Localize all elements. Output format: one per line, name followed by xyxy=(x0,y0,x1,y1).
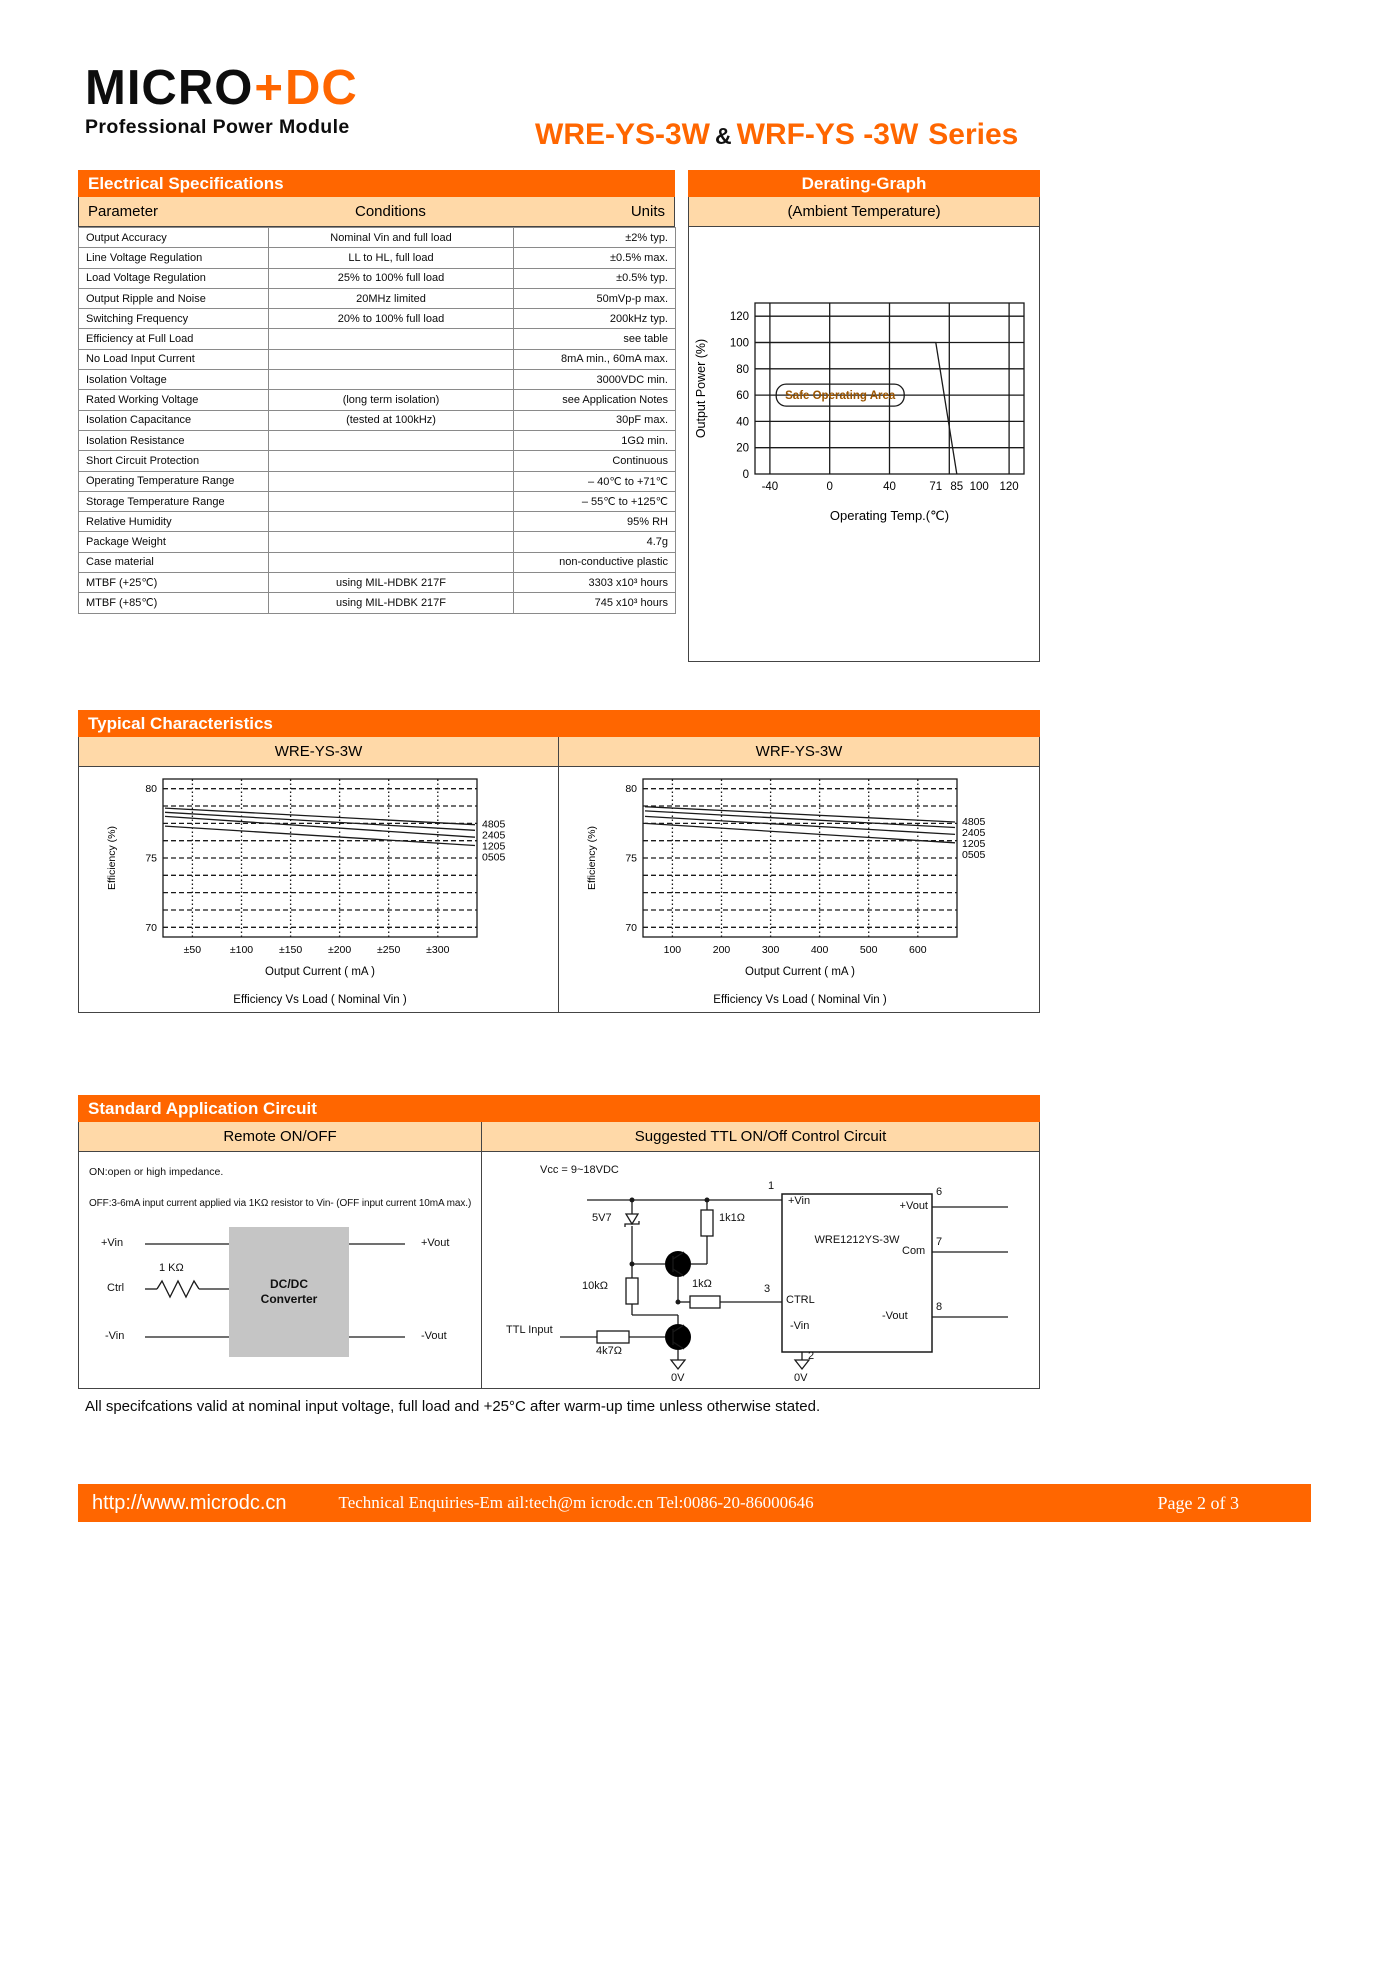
svg-text:Safe Operating Area: Safe Operating Area xyxy=(785,390,896,403)
safe-operating-area-annotation xyxy=(776,384,904,406)
ground-0v-label-a: 0V xyxy=(671,1372,685,1384)
ttl-control-panel xyxy=(482,1152,1039,1388)
spec-row xyxy=(79,573,676,593)
units-cell: see Application Notes xyxy=(514,390,676,410)
units-cell: 95% RH xyxy=(514,512,676,532)
grid-lines xyxy=(163,779,477,937)
units-cell: – 55℃ to +125℃ xyxy=(514,491,676,511)
conditions-cell: 25% to 100% full load xyxy=(269,268,514,288)
plus-icon: + xyxy=(254,61,284,115)
typical-characteristics-section xyxy=(78,710,1040,1013)
wre-efficiency-chart xyxy=(99,769,539,1016)
spec-row xyxy=(79,288,676,308)
svg-text:40: 40 xyxy=(883,481,896,493)
remote-off-note: OFF:3-6mA input current applied via 1KΩ resistor to Vin- (OFF input current 10mA max.) xyxy=(89,1198,472,1209)
param-cell: Isolation Voltage xyxy=(79,370,269,390)
param-cell: Output Ripple and Noise xyxy=(79,288,269,308)
wrf-chart-panel xyxy=(559,767,1039,1012)
spec-row xyxy=(79,430,676,450)
column-conditions: Conditions xyxy=(355,203,426,220)
conditions-cell: using MIL-HDBK 217F xyxy=(269,593,514,613)
application-circuit-header: Standard Application Circuit xyxy=(78,1095,1040,1122)
vout-plus-label: +Vout xyxy=(421,1237,450,1249)
spec-row xyxy=(79,329,676,349)
units-cell: non-conductive plastic xyxy=(514,552,676,572)
resistor-10k-label: 10kΩ xyxy=(582,1280,608,1292)
svg-text:600: 600 xyxy=(909,944,927,956)
website-link[interactable]: http://www.microdc.cn xyxy=(92,1491,287,1514)
page-title xyxy=(535,118,1018,152)
spec-row xyxy=(79,552,676,572)
svg-text:1205: 1205 xyxy=(482,840,506,853)
y-axis-label: Efficiency (%) xyxy=(106,826,118,890)
spec-row xyxy=(79,491,676,511)
grid-lines xyxy=(643,779,957,937)
vin-plus-label: +Vin xyxy=(101,1237,124,1249)
svg-text:75: 75 xyxy=(145,852,157,865)
circuit-wires xyxy=(560,1194,1016,1369)
spec-row xyxy=(79,349,676,369)
svg-text:60: 60 xyxy=(736,390,749,403)
module-vout-plus-label: +Vout xyxy=(899,1200,928,1212)
conditions-cell xyxy=(269,430,514,450)
spec-row xyxy=(79,512,676,532)
vcc-label: Vcc = 9~18VDC xyxy=(540,1164,619,1176)
pin-7-label: 7 xyxy=(936,1236,943,1248)
typical-body xyxy=(78,767,1040,1013)
electrical-specifications-section xyxy=(78,170,675,614)
series-lines xyxy=(165,808,475,845)
remote-onoff-title: Remote ON/OFF xyxy=(79,1122,482,1151)
svg-text:100: 100 xyxy=(969,481,989,493)
param-cell: No Load Input Current xyxy=(79,349,269,369)
wrf-efficiency-chart xyxy=(579,769,1019,1016)
wre-efficiency-svg xyxy=(99,769,539,1011)
svg-text:400: 400 xyxy=(810,944,829,956)
param-cell: Operating Temperature Range xyxy=(79,471,269,491)
spec-row xyxy=(79,410,676,430)
module-com-label: Com xyxy=(902,1245,926,1257)
svg-text:20: 20 xyxy=(736,442,749,455)
conditions-cell xyxy=(269,491,514,511)
vout-minus-label: -Vout xyxy=(421,1330,447,1342)
logo-dc-text: DC xyxy=(284,61,358,115)
svg-text:200: 200 xyxy=(712,944,731,956)
param-cell: Efficiency at Full Load xyxy=(79,329,269,349)
units-cell: Continuous xyxy=(514,451,676,471)
derating-header: Derating-Graph xyxy=(688,170,1040,197)
conditions-cell: (long term isolation) xyxy=(269,390,514,410)
pin-6-label: 6 xyxy=(936,1186,943,1198)
units-cell: 745 x10³ hours xyxy=(514,593,676,613)
svg-text:±250: ±250 xyxy=(377,944,401,956)
wrf-efficiency-svg xyxy=(579,769,1019,1011)
spec-row xyxy=(79,532,676,552)
units-cell: ±0.5% max. xyxy=(514,248,676,268)
conditions-cell xyxy=(269,471,514,491)
remote-on-note: ON:open or high impedance. xyxy=(89,1166,224,1178)
conditions-cell: using MIL-HDBK 217F xyxy=(269,573,514,593)
svg-text:75: 75 xyxy=(625,852,637,865)
application-titles-row xyxy=(78,1122,1040,1152)
units-cell: 30pF max. xyxy=(514,410,676,430)
y-axis-label: Efficiency (%) xyxy=(586,826,598,890)
contact-info: Technical Enquiries-Em ail:tech@m icrodc.cn Tel:0086-20-86000646 xyxy=(338,1493,814,1512)
svg-text:120: 120 xyxy=(999,481,1019,493)
wre-title: WRE-YS-3W xyxy=(79,737,559,766)
param-cell: Relative Humidity xyxy=(79,512,269,532)
spec-row xyxy=(79,268,676,288)
series-labels xyxy=(962,816,986,861)
units-cell: ±0.5% typ. xyxy=(514,268,676,288)
units-cell: 50mVp-p max. xyxy=(514,288,676,308)
page-number: Page 2 of 3 xyxy=(1157,1492,1239,1513)
footer-bar xyxy=(78,1484,1311,1522)
conditions-cell xyxy=(269,552,514,572)
dcdc-label-line2: Converter xyxy=(260,1292,318,1306)
conditions-cell: (tested at 100kHz) xyxy=(269,410,514,430)
svg-text:100: 100 xyxy=(663,944,682,956)
spec-row xyxy=(79,471,676,491)
derating-chart-svg xyxy=(691,289,1036,524)
param-cell: Line Voltage Regulation xyxy=(79,248,269,268)
x-axis-label: Operating Temp.(℃) xyxy=(829,508,950,523)
conditions-cell xyxy=(269,349,514,369)
param-cell: Switching Frequency xyxy=(79,309,269,329)
module-ctrl-label: CTRL xyxy=(786,1294,815,1306)
vin-minus-label: -Vin xyxy=(105,1330,125,1342)
param-cell: Output Accuracy xyxy=(79,228,269,248)
logo-subtitle: Professional Power Module xyxy=(85,116,350,138)
svg-text:2405: 2405 xyxy=(962,827,986,839)
remote-onoff-panel xyxy=(79,1152,482,1388)
svg-text:±50: ±50 xyxy=(183,944,202,956)
param-cell: Isolation Capacitance xyxy=(79,410,269,430)
svg-text:4805: 4805 xyxy=(962,816,986,828)
svg-text:-40: -40 xyxy=(761,481,779,493)
units-cell: 200kHz typ. xyxy=(514,309,676,329)
units-cell: 3000VDC min. xyxy=(514,370,676,390)
svg-text:100: 100 xyxy=(729,337,749,350)
svg-text:80: 80 xyxy=(625,783,637,796)
ctrl-label: Ctrl xyxy=(107,1282,125,1294)
spec-row xyxy=(79,370,676,390)
param-cell: Load Voltage Regulation xyxy=(79,268,269,288)
series-lines xyxy=(645,807,955,843)
series-labels xyxy=(482,819,506,864)
svg-text:80: 80 xyxy=(736,363,749,376)
svg-text:±300: ±300 xyxy=(426,944,450,956)
svg-text:2405: 2405 xyxy=(482,829,506,842)
spec-row xyxy=(79,451,676,471)
resistor-4k7-label: 4k7Ω xyxy=(596,1345,622,1357)
series-name-2: WRF-YS -3W xyxy=(736,118,919,151)
svg-text:70: 70 xyxy=(625,921,637,934)
svg-text:40: 40 xyxy=(736,416,749,429)
ttl-input-label: TTL Input xyxy=(506,1324,553,1336)
logo-micro-text: MICRO xyxy=(85,61,254,115)
conditions-cell: Nominal Vin and full load xyxy=(269,228,514,248)
conditions-cell xyxy=(269,329,514,349)
conditions-cell xyxy=(269,532,514,552)
param-cell: MTBF (+25℃) xyxy=(79,573,269,593)
module-name-label: WRE1212YS-3W xyxy=(814,1234,900,1246)
spec-row xyxy=(79,593,676,613)
units-cell: 4.7g xyxy=(514,532,676,552)
footnote: All specifcations valid at nominal input voltage, full load and +25°C after warm-up time unless otherwise stated. xyxy=(85,1398,821,1415)
logo xyxy=(85,61,358,139)
typical-titles-row xyxy=(78,737,1040,767)
param-cell: Short Circuit Protection xyxy=(79,451,269,471)
param-cell: Isolation Resistance xyxy=(79,430,269,450)
grid-lines xyxy=(755,303,1024,474)
param-cell: MTBF (+85℃) xyxy=(79,593,269,613)
svg-text:71: 71 xyxy=(929,481,943,493)
application-body xyxy=(78,1152,1040,1389)
module-vin-minus-label: -Vin xyxy=(790,1320,810,1332)
dcdc-label-line1: DC/DC xyxy=(270,1277,308,1291)
svg-text:0505: 0505 xyxy=(962,849,986,861)
wrf-title: WRF-YS-3W xyxy=(755,743,843,760)
derating-graph-section xyxy=(688,170,1040,662)
pin-8-label: 8 xyxy=(936,1301,943,1313)
param-cell: Case material xyxy=(79,552,269,572)
typical-characteristics-header: Typical Characteristics xyxy=(78,710,1040,737)
zener-5v7-label: 5V7 xyxy=(592,1212,612,1224)
spec-row xyxy=(79,309,676,329)
conditions-cell: LL to HL, full load xyxy=(269,248,514,268)
ground-0v-label-b: 0V xyxy=(794,1372,808,1384)
svg-text:±200: ±200 xyxy=(327,944,352,956)
application-circuit-section xyxy=(78,1095,1040,1389)
logo-wordmark xyxy=(85,61,358,115)
electrical-specs-header: Electrical Specifications xyxy=(78,170,675,197)
conditions-cell: 20MHz limited xyxy=(269,288,514,308)
ttl-circuit-title: Suggested TTL ON/Off Control Circuit xyxy=(634,1128,887,1145)
svg-text:4805: 4805 xyxy=(482,818,506,831)
module-vin-plus-label: +Vin xyxy=(788,1195,811,1207)
y-axis-label: Output Power (%) xyxy=(694,338,708,439)
spec-row xyxy=(79,390,676,410)
svg-text:120: 120 xyxy=(729,311,749,324)
units-cell: ±2% typ. xyxy=(514,228,676,248)
conditions-cell: 20% to 100% full load xyxy=(269,309,514,329)
units-cell: – 40℃ to +71℃ xyxy=(514,471,676,491)
x-axis-label: Output Current ( mA ) xyxy=(265,966,375,978)
pin-3-label: 3 xyxy=(764,1283,771,1295)
derating-body xyxy=(688,227,1040,662)
conditions-cell xyxy=(269,512,514,532)
spec-row xyxy=(79,248,676,268)
derating-line xyxy=(755,343,957,475)
svg-text:500: 500 xyxy=(859,944,878,956)
param-cell: Package Weight xyxy=(79,532,269,552)
units-cell: 3303 x10³ hours xyxy=(514,573,676,593)
param-cell: Storage Temperature Range xyxy=(79,491,269,511)
svg-text:0: 0 xyxy=(826,481,833,493)
series-name-1: WRE-YS-3W xyxy=(535,118,710,151)
units-cell: 8mA min., 60mA max. xyxy=(514,349,676,369)
units-cell: see table xyxy=(514,329,676,349)
derating-subtitle: (Ambient Temperature) xyxy=(688,197,1040,227)
pin-1-label: 1 xyxy=(768,1180,775,1192)
chart-caption: Efficiency Vs Load ( Nominal Vin ) xyxy=(713,994,887,1006)
svg-text:70: 70 xyxy=(145,921,157,934)
column-parameter: Parameter xyxy=(88,203,159,220)
chart-caption: Efficiency Vs Load ( Nominal Vin ) xyxy=(233,994,407,1006)
param-cell: Rated Working Voltage xyxy=(79,390,269,410)
resistor-1k-label: 1 KΩ xyxy=(159,1262,184,1274)
ampersand: & xyxy=(715,123,732,149)
svg-text:0: 0 xyxy=(742,469,749,481)
axis-tick-labels xyxy=(625,783,926,956)
column-units: Units xyxy=(630,203,665,220)
dcdc-converter-box xyxy=(229,1227,349,1357)
spec-column-headers xyxy=(78,197,675,227)
svg-text:0505: 0505 xyxy=(482,851,506,864)
spec-table-body xyxy=(79,228,676,614)
svg-text:85: 85 xyxy=(950,481,964,493)
svg-text:1205: 1205 xyxy=(962,838,986,850)
ttl-circuit-svg xyxy=(482,1152,1039,1388)
wre-chart-panel xyxy=(79,767,559,1012)
svg-text:80: 80 xyxy=(145,783,157,796)
units-cell: 1GΩ min. xyxy=(514,430,676,450)
conditions-cell xyxy=(269,370,514,390)
svg-text:±100: ±100 xyxy=(229,944,254,956)
spec-row xyxy=(79,228,676,248)
x-axis-label: Output Current ( mA ) xyxy=(745,966,855,978)
conditions-cell xyxy=(269,451,514,471)
resistor-1k-label-ttl: 1kΩ xyxy=(692,1278,712,1290)
spec-table xyxy=(78,227,676,614)
derating-chart xyxy=(691,289,1036,529)
svg-text:±150: ±150 xyxy=(278,944,303,956)
module-vout-minus-label: -Vout xyxy=(882,1310,908,1322)
series-suffix: Series xyxy=(928,118,1019,151)
svg-text:300: 300 xyxy=(761,944,780,956)
pin-2-label: 2 xyxy=(808,1350,815,1362)
resistor-1k1-label: 1k1Ω xyxy=(719,1212,745,1224)
